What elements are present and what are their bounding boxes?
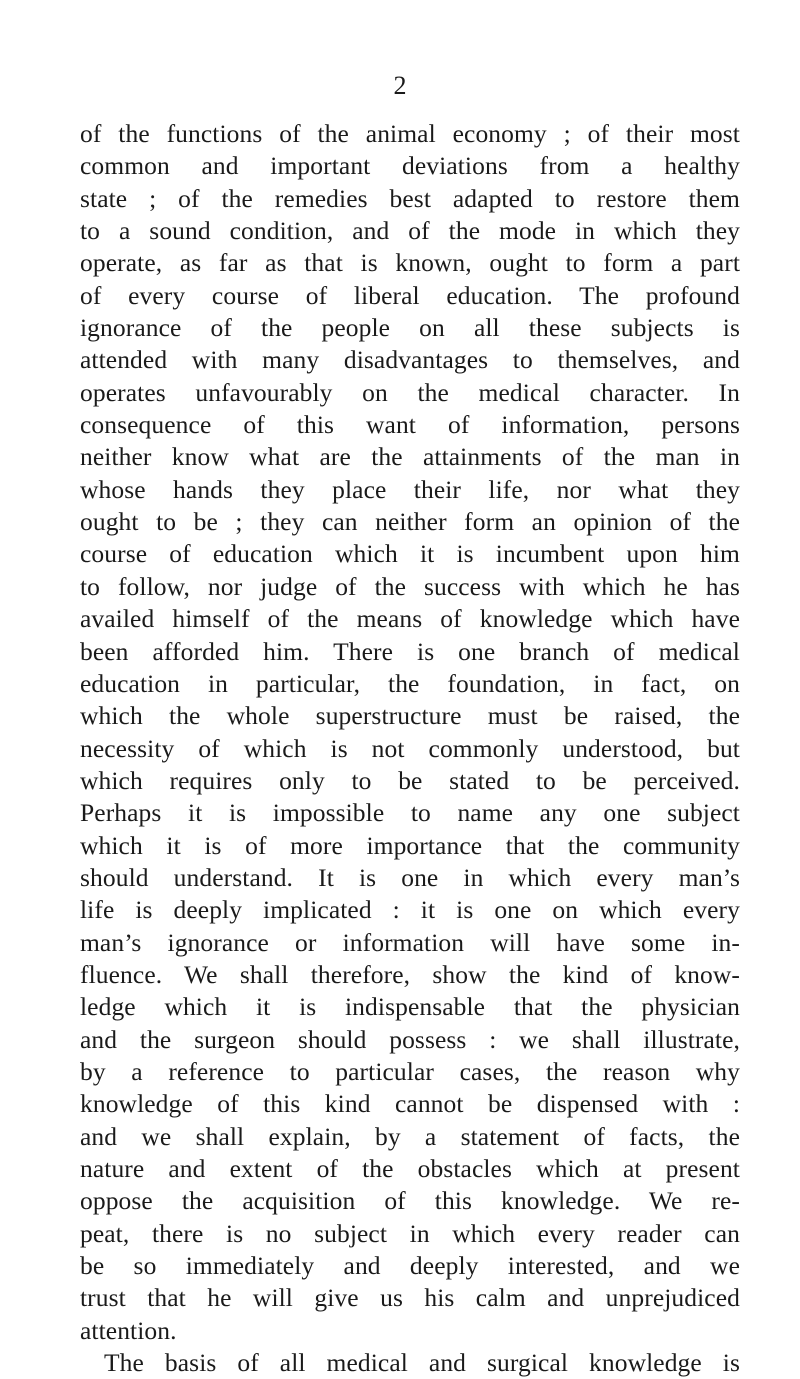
text-line: operates unfavourably on the medical character. In (80, 377, 740, 407)
text-line: common and important deviations from a healthy (80, 151, 740, 181)
text-line: ledge which it is indispensable that the physician (80, 992, 740, 1022)
text-line: to a sound condition, and of the mode in which they (80, 216, 740, 246)
page-number: 2 (393, 71, 407, 100)
text-line: state ; of the remedies best adapted to restore them (80, 183, 740, 213)
text-line: The basis of all medical and surgical knowledge is (104, 1348, 740, 1378)
text-line: which the whole superstructure must be raised, the (80, 701, 740, 731)
text-line: knowledge of this kind cannot be dispensed with : (80, 1089, 740, 1119)
text-line: education in particular, the foundation, in fact, on (80, 668, 740, 698)
text-line: life is deeply implicated : it is one on which every (80, 895, 740, 925)
text-line: course of education which it is incumbent upon him (80, 539, 740, 569)
body-text (80, 118, 740, 1379)
text-line: necessity of which is not commonly understood, but (80, 733, 740, 763)
text-line: which it is of more importance that the community (80, 830, 740, 860)
text-line: should understand. It is one in which every man’s (80, 862, 740, 892)
text-line: attention. (80, 1315, 177, 1345)
text-line: consequence of this want of information, persons (80, 410, 740, 440)
text-line: which requires only to be stated to be perceived. (80, 765, 740, 795)
text-line: and the surgeon should possess : we shall illustrate, (80, 1024, 740, 1054)
text-line: ought to be ; they can neither form an opinion of the (80, 507, 740, 537)
text-line: be so immediately and deeply interested, and we (80, 1251, 740, 1281)
text-line: oppose the acquisition of this knowledge. We re- (80, 1186, 740, 1216)
text-line: trust that he will give us his calm and unprejudiced (80, 1283, 740, 1313)
text-line: whose hands they place their life, nor what they (80, 474, 740, 504)
text-line: and we shall explain, by a statement of facts, the (80, 1121, 740, 1151)
text-line: fluence. We shall therefore, show the kind of know- (80, 959, 740, 989)
text-line: by a reference to particular cases, the reason why (80, 1056, 740, 1086)
text-line: ignorance of the people on all these subjects is (80, 313, 740, 343)
text-line: neither know what are the attainments of the man in (80, 442, 740, 472)
text-line: to follow, nor judge of the success with which he has (80, 571, 740, 601)
text-line: operate, as far as that is known, ought to form a part (80, 248, 740, 278)
text-line: Perhaps it is impossible to name any one subject (80, 798, 740, 828)
text-line: availed himself of the means of knowledge which have (80, 604, 740, 634)
text-line: of every course of liberal education. The profound (80, 280, 740, 310)
text-line: been afforded him. There is one branch of medical (80, 636, 740, 666)
text-line: peat, there is no subject in which every reader can (80, 1218, 740, 1248)
text-line: man’s ignorance or information will have some in- (80, 927, 740, 957)
text-line: nature and extent of the obstacles which at present (80, 1154, 740, 1183)
text-line: of the functions of the animal economy ; of their most (80, 119, 740, 148)
text-line: attended with many disadvantages to themselves, and (80, 345, 740, 375)
